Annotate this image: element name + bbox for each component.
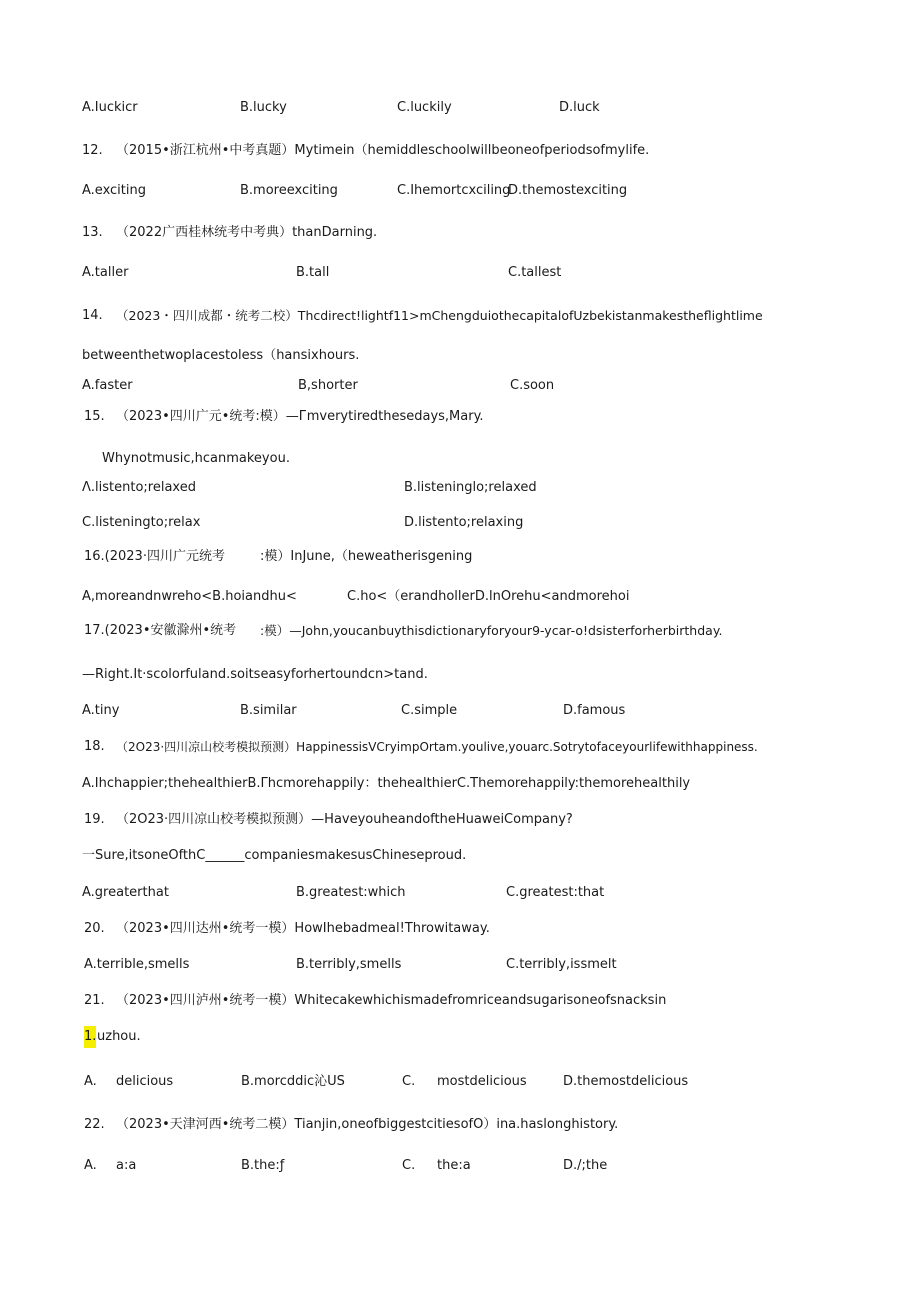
question-text: （2023•四川泸州•统考一模）Whitecakewhichismadefromriceandsugarisoneofsnacksin [116,993,667,1008]
question-text: （2023•四川广元•统考:模）—Гmverytiredthesedays,Mary. [116,409,484,424]
option-d: D.listento;relaxing [404,515,524,530]
option-d: D.luck [559,100,600,115]
question-number: 18. [84,739,105,754]
question-16 [0,546,920,568]
options-row-q13 [0,262,920,284]
options-row-q19 [0,882,920,904]
options-row-q14 [0,375,920,397]
options-row-q16 [0,586,920,608]
option-a-text: delicious [116,1074,174,1089]
option-d: D.famous [563,703,626,718]
option-c: C.simple [401,703,458,718]
option-c-text: mostdelicious [437,1074,527,1089]
question-17 [0,620,920,642]
option-d: D.themostexciting [508,183,628,198]
question-number: 21. [84,993,105,1008]
options-row-q21 [0,1071,920,1093]
option-b: B.tall [296,265,330,280]
options-row-q20 [0,954,920,976]
option-a-text: a:a [116,1158,137,1173]
option-b: B.terribly,smells [296,957,402,972]
option-a: A.terrible,smells [84,957,190,972]
question-text: （2022广西桂林统考中考典）thanDarning. [116,225,378,240]
question-22 [0,1114,920,1136]
option-c: C.soon [510,378,555,393]
question-text: betweenthetwoplacestoless（hansixhours. [82,348,360,363]
question-text: Whynotmusic,hcanmakeyou. [102,451,290,466]
question-number: 20. [84,921,105,936]
question-12 [0,140,920,162]
option-b: B.the:ƒ [241,1158,285,1173]
question-text: （2023•天津河西•统考二模）Tianjin,oneofbiggestcitiesofO）ina.haslonghistory. [116,1117,619,1132]
question-14-continued [0,345,920,367]
option-b: B.lucky [240,100,287,115]
option-c: C.greatest:that [506,885,605,900]
option-a-letter: A. [84,1158,97,1173]
question-19-reply [0,845,920,867]
question-18 [0,736,920,758]
question-text: （2015•浙江杭州•中考真题）Mytimein（hemiddleschoolwillbeoneofperiodsofmylife. [116,143,650,158]
options-row-q17 [0,700,920,722]
question-17-reply [0,664,920,686]
question-21-continued [0,1026,920,1048]
option-c: C.luckily [397,100,452,115]
option-a: A.taller [82,265,129,280]
option-cd: C.ho<（erandhollerD.lnOrehu<andmorehoi [347,589,630,604]
options-row-q15-cd [0,512,920,534]
question-21 [0,990,920,1012]
option-a: Λ.listento;relaxed [82,480,196,495]
question-number: 15. [84,409,105,424]
option-c: C.listeningto;relax [82,515,201,530]
question-text: （2023・四川成都・统考二校）Thcdirect!lightf11>mChengduiothecapitalofUzbekistanmakestheflightlime [116,308,763,323]
question-source: 16.(2023·四川广元统考 [84,549,225,564]
option-c-text: the:a [437,1158,471,1173]
option-b: B.morcddic沁US [241,1074,345,1089]
question-19 [0,809,920,831]
option-b: B.listeninglo;relaxed [404,480,537,495]
option-c-letter: C. [402,1074,416,1089]
question-source: 17.(2023•安徽滁州•统考 [84,623,237,638]
option-ab: A,moreandnwreho<B.hoiandhu< [82,589,297,604]
options-row-q12 [0,180,920,202]
question-text: （2O23·四川凉山校考模拟预测）—HaveyouheandoftheHuaweiCompany? [116,812,573,827]
option-a: A.exciting [82,183,146,198]
question-20 [0,918,920,940]
question-14 [0,305,920,327]
question-number: 22. [84,1117,105,1132]
option-b: B,shorter [298,378,358,393]
question-text: :模）InJune,（heweatherisgening [260,549,473,564]
option-a: A.greaterthat [82,885,169,900]
question-number: 12. [82,143,103,158]
highlighted-mark: 1. [84,1026,96,1048]
question-15 [0,406,920,428]
question-number: 19. [84,812,105,827]
option-d: D.themostdelicious [563,1074,689,1089]
question-13 [0,222,920,244]
question-number: 14. [82,308,103,323]
question-15-reply [0,448,920,470]
question-text: 一Sure,itsoneOfthC______companiesmakesusChineseproud. [82,848,467,863]
question-text: :模）—John,youcanbuythisdictionaryforyour9-ycar-o!dsisterforherbirthday. [260,623,723,638]
question-text: （2023•四川达州•统考一模）HowIhebadmeal!Throwitaway. [116,921,490,936]
options-row-q22 [0,1155,920,1177]
question-text: （2O23·四川凉山校考模拟预测）HappinessisVCryimpOrtam.youlive,youarc.Sotrytofaceyourlifewithhappiness. [116,740,758,754]
option-a: A.faster [82,378,133,393]
option-c: C.tallest [508,265,562,280]
option-c-letter: C. [402,1158,416,1173]
option-b: B.greatest:which [296,885,406,900]
options-abc: A.Ihchappier;thehealthierB.Γhcmorehappily：thehealthierC.Themorehappily:themorehealthily [82,776,691,791]
option-a-letter: A. [84,1074,97,1089]
option-b: B.similar [240,703,297,718]
option-c: C.Ihemortcxciling [397,183,511,198]
option-d: D./;the [563,1158,608,1173]
options-row-q18 [0,773,920,795]
option-a: A.Iuckicr [82,100,138,115]
question-number: 13. [82,225,103,240]
options-row-q11 [0,97,920,119]
option-c: C.terribly,issmelt [506,957,617,972]
options-row-q15-ab [0,477,920,499]
option-a: A.tiny [82,703,120,718]
question-text: —Right.It·scolorfuland.soitseasyforhertoundcn>tand. [82,667,428,682]
question-text: uzhou. [97,1029,141,1044]
option-b: B.moreexciting [240,183,338,198]
